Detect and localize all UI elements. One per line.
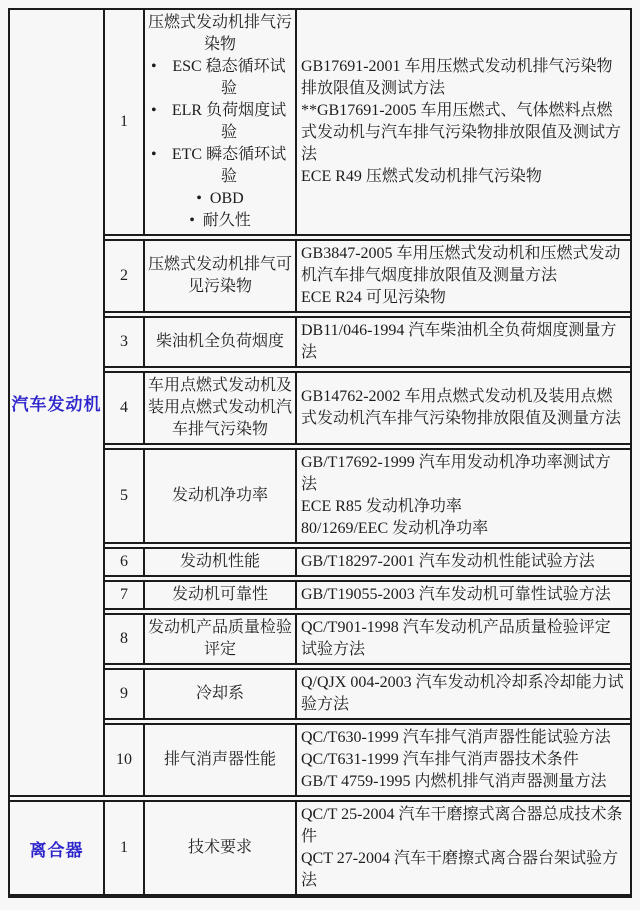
table-row [105, 371, 630, 445]
standards-cell [297, 725, 630, 795]
standard-line: 80/1269/EEC 发动机净功率 [301, 520, 489, 537]
standards-cell [297, 10, 630, 234]
table-row [105, 580, 630, 610]
standards-cell [297, 373, 630, 443]
item-label: 压燃式发动机排气可见污染物 [148, 256, 293, 295]
standard-line: ECE R49 压燃式发动机排气污染物 [301, 168, 542, 185]
table-section [10, 800, 630, 894]
row-number-cell [105, 373, 145, 443]
row-number-cell [105, 549, 145, 575]
row-number: 2 [120, 267, 128, 284]
standard-line: ECE R85 发动机净功率 [301, 498, 462, 515]
standard-line: GB/T 4759-1995 内燃机排气消声器测量方法 [301, 773, 607, 790]
item-cell [145, 10, 297, 234]
item-label: 发动机净功率 [171, 487, 268, 504]
bullet-item [148, 56, 292, 100]
item-label: 柴油机全负荷烟度 [155, 333, 284, 350]
item-label: 冷却系 [195, 685, 244, 702]
bullet-item [148, 100, 292, 144]
item-cell [145, 549, 297, 575]
item-label: 发动机产品质量检验评定 [148, 619, 293, 658]
table-row [105, 10, 630, 236]
bullet-label: • ELR 负荷烟度试验 [171, 102, 287, 141]
standard-line: QC/T630-1999 汽车排气消声器性能试验方法 [301, 729, 611, 746]
row-number-cell [105, 241, 145, 311]
standard-line: QC/T901-1998 汽车发动机产品质量检验评定试验方法 [301, 619, 611, 658]
standard-line: ECE R24 可见污染物 [301, 289, 446, 306]
item-label: 发动机可靠性 [171, 586, 268, 603]
table-row [105, 723, 630, 795]
item-cell [145, 318, 297, 366]
item-label: 车用点燃式发动机及装用点燃式发动机汽车排气污染物 [148, 377, 293, 438]
row-number: 10 [116, 751, 132, 768]
row-number-cell [105, 450, 145, 542]
standards-table [8, 8, 632, 898]
item-cell [145, 802, 297, 894]
standard-line: GB17691-2001 车用压燃式发动机排气污染物排放限值及测试方法 [301, 58, 613, 97]
table-section [10, 10, 630, 797]
table-row [105, 239, 630, 313]
standard-line: GB3847-2005 车用压燃式发动机和压燃式发动机汽车排气烟度排放限值及测量方法 [301, 245, 621, 284]
table-row [105, 547, 630, 577]
standards-cell [297, 318, 630, 366]
standard-line: GB14762-2002 车用点燃式发动机及装用点燃式发动机汽车排气污染物排放限值及测量方法 [301, 388, 622, 427]
row-number-cell [105, 802, 145, 894]
standards-cell [297, 241, 630, 311]
standards-cell [297, 802, 630, 894]
bullet-label: OBD [209, 190, 244, 207]
row-number: 5 [120, 487, 128, 504]
item-label: 排气消声器性能 [163, 751, 276, 768]
standards-cell [297, 670, 630, 718]
table-row [105, 448, 630, 544]
category-cell: 汽车发动机 [10, 10, 105, 795]
table-row [105, 668, 630, 720]
standard-line: Q/QJX 004-2003 汽车发动机冷却系冷却能力试验方法 [301, 674, 624, 713]
standard-line: QCT 27-2004 汽车干磨擦式离合器台架试验方法 [301, 850, 619, 889]
bullet-label: • ETC 瞬态循环试验 [171, 146, 287, 185]
row-number: 7 [120, 586, 128, 603]
item-cell [145, 615, 297, 663]
standards-cell [297, 450, 630, 542]
standards-cell [297, 582, 630, 608]
row-number: 1 [120, 113, 128, 130]
item-label: 技术要求 [187, 839, 252, 856]
row-number-cell [105, 670, 145, 718]
category-cell: 离合器 [10, 802, 105, 894]
item-title: 压燃式发动机排气污染物 [148, 14, 293, 53]
table-row [105, 613, 630, 665]
table-row [105, 802, 630, 894]
section-rows [105, 10, 630, 795]
standard-line: GB/T17692-1999 汽车用发动机净功率测试方法 [301, 454, 611, 493]
item-cell [145, 582, 297, 608]
standard-line: QC/T 25-2004 汽车干磨擦式离合器总成技术条件 [301, 806, 623, 845]
item-bullet-list [148, 56, 292, 232]
standards-cell [297, 615, 630, 663]
bullet-item [148, 210, 292, 232]
row-number: 1 [120, 839, 128, 856]
standard-line: DB11/046-1994 汽车柴油机全负荷烟度测量方法 [301, 322, 617, 361]
standard-line: QC/T631-1999 汽车排气消声器技术条件 [301, 751, 579, 768]
item-label: 发动机性能 [179, 553, 260, 570]
row-number: 6 [120, 553, 128, 570]
row-number-cell [105, 615, 145, 663]
row-number: 3 [120, 333, 128, 350]
item-cell [145, 241, 297, 311]
row-number-cell [105, 725, 145, 795]
item-cell [145, 670, 297, 718]
row-number: 4 [120, 399, 128, 416]
section-rows [105, 802, 630, 894]
standards-cell [297, 549, 630, 575]
row-number-cell [105, 10, 145, 234]
standard-line: **GB17691-2005 车用压燃式、气体燃料点燃式发动机与汽车排气污染物排放限值及测试方法 [301, 102, 622, 163]
row-number: 8 [120, 630, 128, 647]
standard-line: GB/T18297-2001 汽车发动机性能试验方法 [301, 553, 595, 570]
bullet-label: • ESC 稳态循环试验 [172, 58, 286, 97]
standard-line: GB/T19055-2003 汽车发动机可靠性试验方法 [301, 586, 611, 603]
item-cell [145, 373, 297, 443]
row-number: 9 [120, 685, 128, 702]
bullet-label: 耐久性 [202, 212, 251, 229]
item-cell [145, 450, 297, 542]
item-cell [145, 725, 297, 795]
row-number-cell [105, 582, 145, 608]
table-row [105, 316, 630, 368]
bullet-item [148, 144, 292, 188]
bullet-item [148, 188, 292, 210]
row-number-cell [105, 318, 145, 366]
